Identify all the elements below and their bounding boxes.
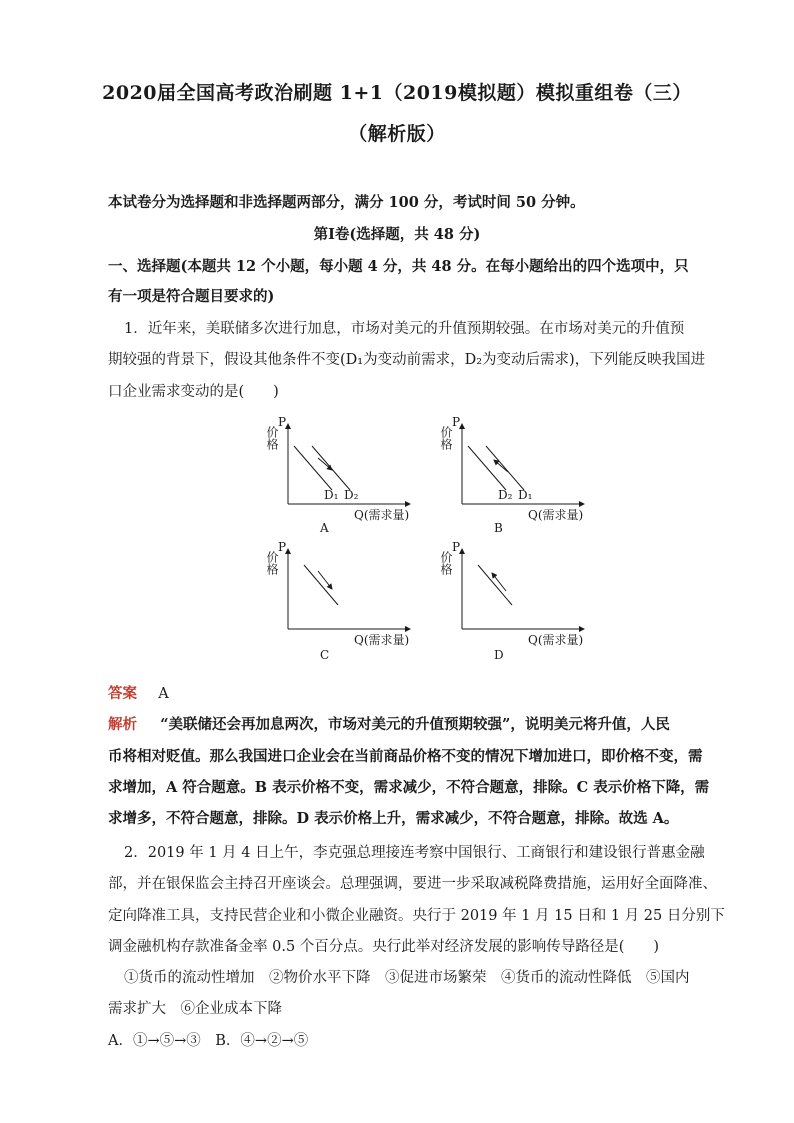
movement-arrow-up — [492, 573, 506, 591]
p-label: P — [278, 415, 287, 429]
analysis-line3: 求增加，A 符合题意。B 表示价格不变，需求减少，不符合题意，排除。C 表示价格下降，需 — [108, 779, 710, 796]
q1-line1: 1．近年来，美联储多次进行加息，市场对美元的升值预期较强。在市场对美元的升值预 — [124, 321, 685, 337]
shift-arrow — [318, 458, 332, 470]
graph-d — [436, 540, 596, 667]
answer-row — [108, 682, 169, 703]
graph-letter: C — [320, 648, 330, 662]
q2-line4: 调金融机构存款准备金率 0.5 个百分点。央行此举对经济发展的影响传导路径是( ) — [108, 939, 660, 955]
intro-text: 本试卷分为选择题和非选择题两部分，满分 100 分，考试时间 50 分钟。 — [108, 194, 585, 211]
q2-line1: 2．2019 年 1 月 4 日上午，李克强总理接连考察中国银行、工商银行和建设银行普惠金融 — [124, 845, 705, 861]
price-label-vertical: 价格 — [265, 426, 279, 450]
document-subtitle: （解析版） — [348, 123, 446, 145]
q1-line2: 期较强的背景下，假设其他条件不变(D₁为变动前需求，D₂为变动后需求)，下列能反映我国进 — [108, 352, 706, 368]
q-label: Q(需求量) — [354, 508, 410, 522]
p-label: P — [278, 540, 287, 554]
analysis-label: 解析 — [108, 716, 137, 733]
q-label: Q(需求量) — [354, 633, 410, 647]
demand-curve-d2 — [312, 446, 350, 490]
demand-curve-d1 — [294, 446, 332, 490]
curve-label-left: D₁ — [324, 488, 339, 502]
answer-label: 答案 — [108, 685, 137, 702]
graph-letter: B — [494, 521, 503, 535]
price-label-vertical: 价格 — [439, 551, 453, 575]
q2-choices: A．①→⑤→③ B．④→②→⑤ — [108, 1033, 309, 1049]
graph-b — [436, 415, 596, 542]
q2-options-line1: ①货币的流动性增加 ②物价水平下降 ③促进市场繁荣 ④货币的流动性降低 ⑤国内 — [124, 970, 690, 986]
section-title: 第Ⅰ卷(选择题，共 48 分) — [313, 226, 481, 243]
analysis-line2: 币将相对贬值。那么我国进口企业会在当前商品价格不变的情况下增加进口，即价格不变，需 — [108, 748, 703, 765]
demand-curve-d1 — [486, 446, 524, 490]
graph-a — [262, 415, 422, 542]
analysis-line1 — [108, 713, 670, 734]
analysis-line4: 求增多，不符合题意，排除。D 表示价格上升，需求减少，不符合题意，排除。故选 A。 — [108, 810, 679, 827]
part1-line1: 一、选择题(本题共 12 个小题，每小题 4 分，共 48 分。在每小题给出的四个选项中，只 — [108, 258, 689, 275]
demand-curve — [478, 565, 512, 605]
graph-letter: D — [494, 648, 504, 662]
document-title: 2020届全国高考政治刷题 1+1（2019模拟题）模拟重组卷（三） — [102, 82, 692, 104]
p-label: P — [452, 540, 461, 554]
q2-line3: 定向降准工具，支持民营企业和小微企业融资。央行于 2019 年 1 月 15 日和 1 月 25 日分别下 — [108, 908, 725, 924]
q1-line3: 口企业需求变动的是( ) — [108, 384, 279, 400]
demand-curve — [304, 565, 338, 605]
graph-letter: A — [320, 521, 329, 535]
part1-line2: 有一项是符合题目要求的) — [108, 288, 275, 305]
price-label-vertical: 价格 — [439, 426, 453, 450]
q2-line2: 部，并在银保监会主持召开座谈会。总理强调，要进一步采取减税降费措施，运用好全面降准、 — [108, 876, 717, 892]
curve-label-left: D₂ — [498, 488, 513, 502]
q-label: Q(需求量) — [528, 633, 584, 647]
movement-arrow-down — [318, 571, 332, 589]
curve-label-right: D₁ — [518, 488, 533, 502]
analysis-text-1: “美联储还会再加息两次，市场对美元的升值预期较强”，说明美元将升值，人民 — [160, 716, 670, 733]
shift-arrow — [494, 460, 508, 472]
price-label-vertical: 价格 — [265, 551, 279, 575]
curve-label-right: D₂ — [344, 488, 359, 502]
q2-options-line2: 需求扩大 ⑥企业成本下降 — [108, 1001, 282, 1017]
p-label: P — [452, 415, 461, 429]
q-label: Q(需求量) — [528, 508, 584, 522]
demand-curve-d2 — [468, 446, 506, 490]
answer-value: A — [158, 686, 169, 702]
graph-c — [262, 540, 422, 667]
